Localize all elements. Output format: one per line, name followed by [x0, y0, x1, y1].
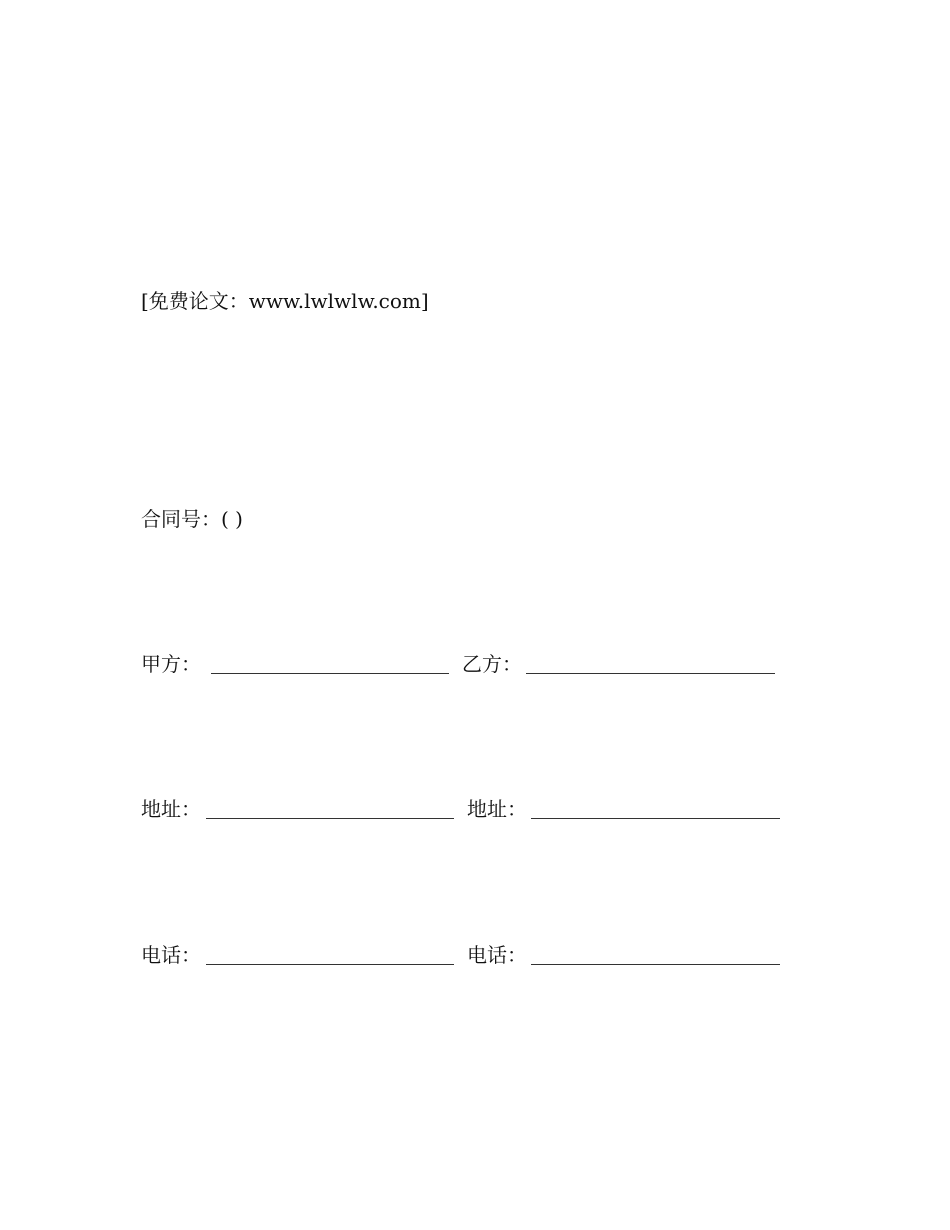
address-row	[141, 797, 821, 825]
address-a-label: 地址：	[141, 797, 201, 821]
party-b-label: 乙方：	[462, 652, 522, 676]
phone-b-label: 电话：	[467, 943, 527, 967]
party-b-blank[interactable]	[526, 673, 775, 674]
phone-row	[141, 943, 821, 971]
party-a-label: 甲方：	[141, 652, 201, 676]
party-a-blank[interactable]	[211, 673, 449, 674]
address-a-blank[interactable]	[206, 818, 454, 819]
phone-b-blank[interactable]	[531, 964, 780, 965]
contract-number-label: 合同号：( )	[141, 507, 243, 531]
party-row	[141, 652, 821, 680]
address-b-label: 地址：	[467, 797, 527, 821]
header-note: [免费论文：www.lwlwlw.com]	[141, 289, 429, 313]
phone-a-blank[interactable]	[206, 964, 454, 965]
phone-a-label: 电话：	[141, 943, 201, 967]
address-b-blank[interactable]	[531, 818, 780, 819]
